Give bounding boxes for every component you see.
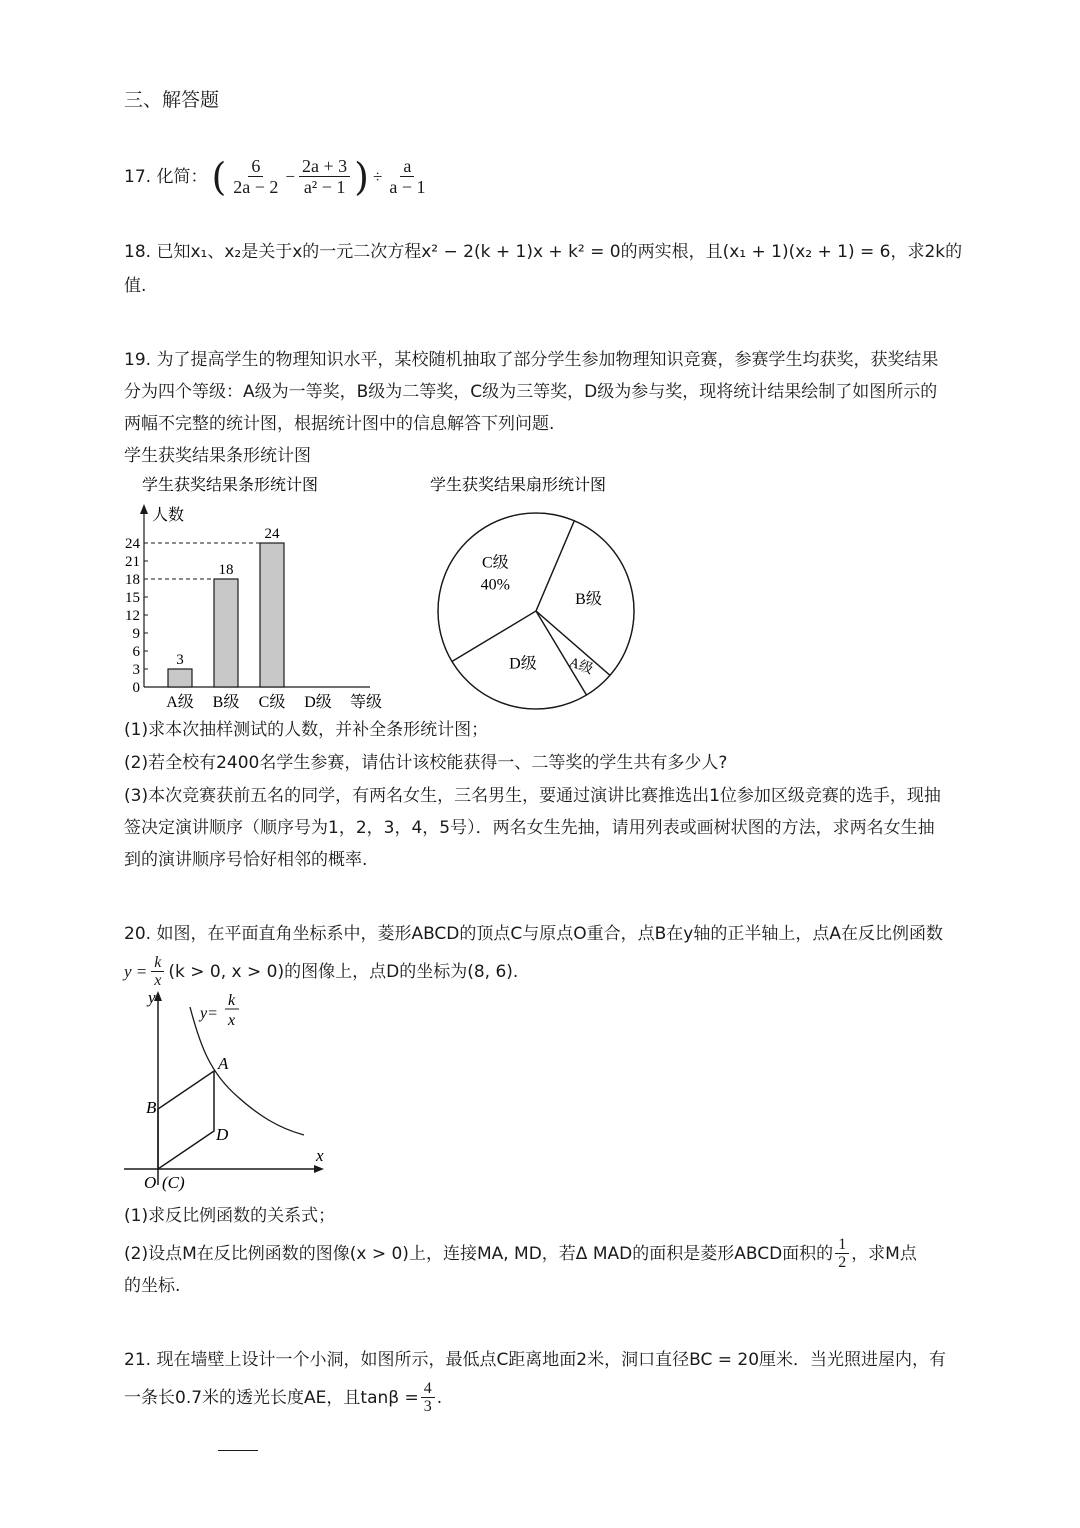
section-title: 三、解答题 [124, 89, 220, 111]
bar-chart-title: 学生获奖结果条形统计图 [142, 477, 319, 494]
bar-data-label: 24 [264, 526, 280, 542]
q17-fraction-3: $\frac{a}{a - 1}$ [389, 156, 426, 197]
label-point-b: B [146, 1098, 157, 1117]
bar-data-label: 3 [176, 652, 184, 668]
pie-slice-label: A级 [566, 655, 595, 678]
q20-sub2: (2)设点M在反比例函数的图像(x > 0)上，连接MA, MD，若Δ MAD的面积是菱形ABCD面积的 $\frac{1}{2}$ ，求M点 [124, 1236, 917, 1271]
q18-line2: 值. [124, 276, 147, 296]
q19-sub2: (2)若全校有2400名学生参赛，请估计该校能获得一、二等奖的学生共有多少人? [124, 753, 728, 773]
bar-y-tick-label: 18 [125, 572, 140, 588]
bar-x-tick-label: A级 [166, 694, 194, 711]
hyperbola-curve [190, 1007, 304, 1135]
q20-sub2-line2: 的坐标. [124, 1276, 181, 1296]
bar-y-tick-label: 21 [125, 554, 140, 570]
bar-y-tick-label: 12 [125, 608, 140, 624]
q21-line1: 21. 现在墙壁上设计一个小洞，如图所示，最低点C距离地面2米，洞口直径BC = 20厘米．当光照进屋内，有 [124, 1350, 947, 1370]
label-y: y [148, 988, 156, 1007]
label-x: x [316, 1146, 324, 1165]
bar-y-axis-arrow [140, 504, 148, 514]
pie-slice-percent: 40% [480, 576, 510, 594]
label-point-a: A [218, 1054, 229, 1073]
footer-rule [218, 1450, 258, 1451]
pie-chart [420, 470, 650, 720]
rhombus-abcd [158, 1071, 214, 1169]
figure-caption: 学生获奖结果条形统计图 [124, 446, 311, 466]
bar-x-tick-label: C级 [258, 694, 286, 711]
bar-y-tick-label: 24 [125, 536, 140, 552]
bar-y-tick-label: 15 [125, 590, 140, 606]
label-curve-x: x [228, 1012, 236, 1029]
q19-line3: 两幅不完整的统计图，根据统计图中的信息解答下列问题. [124, 414, 555, 434]
q19-line1: 19. 为了提高学生的物理知识水平，某校随机抽取了部分学生参加物理知识竞赛，参赛学生均获奖，获奖结果 [124, 350, 939, 370]
label-curve-k: k [228, 992, 236, 1009]
bar [168, 669, 192, 687]
x-axis-arrow [314, 1165, 324, 1173]
bar [214, 579, 238, 687]
bar-y-tick-label: 9 [132, 626, 140, 642]
label-curve-y: y= [200, 1005, 218, 1022]
bar-y-tick-label: 3 [132, 662, 140, 678]
label-point-o: O [144, 1173, 157, 1192]
q17-prefix: 17. 化简： [124, 166, 208, 187]
pie-slice-label: D级 [509, 655, 537, 673]
coordinate-figure [118, 985, 338, 1200]
q20-line2: y = $\frac{k}{x}$ (k > 0, x > 0)的图像上，点D的坐标为(8, 6). [124, 954, 519, 989]
pie-slice-label: B级 [575, 590, 602, 608]
bar-chart [110, 470, 410, 720]
pie-slice-label: C级 [481, 554, 509, 572]
bar-y-label: 人数 [152, 507, 185, 524]
q21-line2: 一条长0.7米的透光长度AE，且tanβ = $\frac{4}{3}$ . [124, 1380, 443, 1415]
q20-sub1: (1)求反比例函数的关系式； [124, 1206, 336, 1226]
bar-y-tick-label: 0 [132, 680, 140, 696]
question-17: 17. 化简： ( $\frac{6}{2a - 2}$ − $\frac{2a + 3}{\text{a² − 1}}$ ) ÷ $\frac{a}{a - 1}$ [124, 156, 428, 197]
q17-fraction-1: $\frac{6}{2a - 2}$ [233, 156, 279, 197]
q19-sub3-line2: 签决定演讲顺序（顺序号为1，2，3，4，5号）．两名女生先抽，请用列表或画树状图的方法，求两名女生抽 [124, 818, 935, 838]
bar-x-tick-label: D级 [304, 694, 332, 711]
q19-line2: 分为四个等级：A级为一等奖，B级为二等奖，C级为三等奖，D级为参与奖，现将统计结果绘制了如图所示的 [124, 382, 938, 402]
q20-line1: 20. 如图，在平面直角坐标系中，菱形ABCD的顶点C与原点O重合，点B在y轴的正半轴上，点A在反比例函数 [124, 924, 943, 944]
q17-fraction-2: $\frac{2a + 3}{\text{a² − 1}}$ [299, 156, 350, 197]
label-point-c: (C) [162, 1173, 185, 1192]
bar-x-label: 等级 [350, 694, 383, 711]
q19-sub1: (1)求本次抽样测试的人数，并补全条形统计图； [124, 720, 489, 740]
pie-slice [536, 611, 610, 695]
label-point-d: D [216, 1125, 229, 1144]
q18-line1: 18. 已知x₁、x₂是关于x的一元二次方程x² − 2(k + 1)x + k² = 0的两实根，且(x₁ + 1)(x₂ + 1) = 6，求2k的 [124, 242, 963, 262]
bar-y-tick-label: 6 [132, 644, 140, 660]
bar-x-tick-label: B级 [212, 694, 240, 711]
q19-sub3-line1: (3)本次竞赛获前五名的同学，有两名女生，三名男生，要通过演讲比赛推选出1位参加区级竞赛的选手，现抽 [124, 786, 941, 806]
bar [260, 543, 284, 687]
bar-data-label: 18 [218, 562, 234, 578]
pie-chart-title: 学生获奖结果扇形统计图 [430, 477, 607, 494]
q19-sub3-line3: 到的演讲顺序号恰好相邻的概率. [124, 850, 368, 870]
